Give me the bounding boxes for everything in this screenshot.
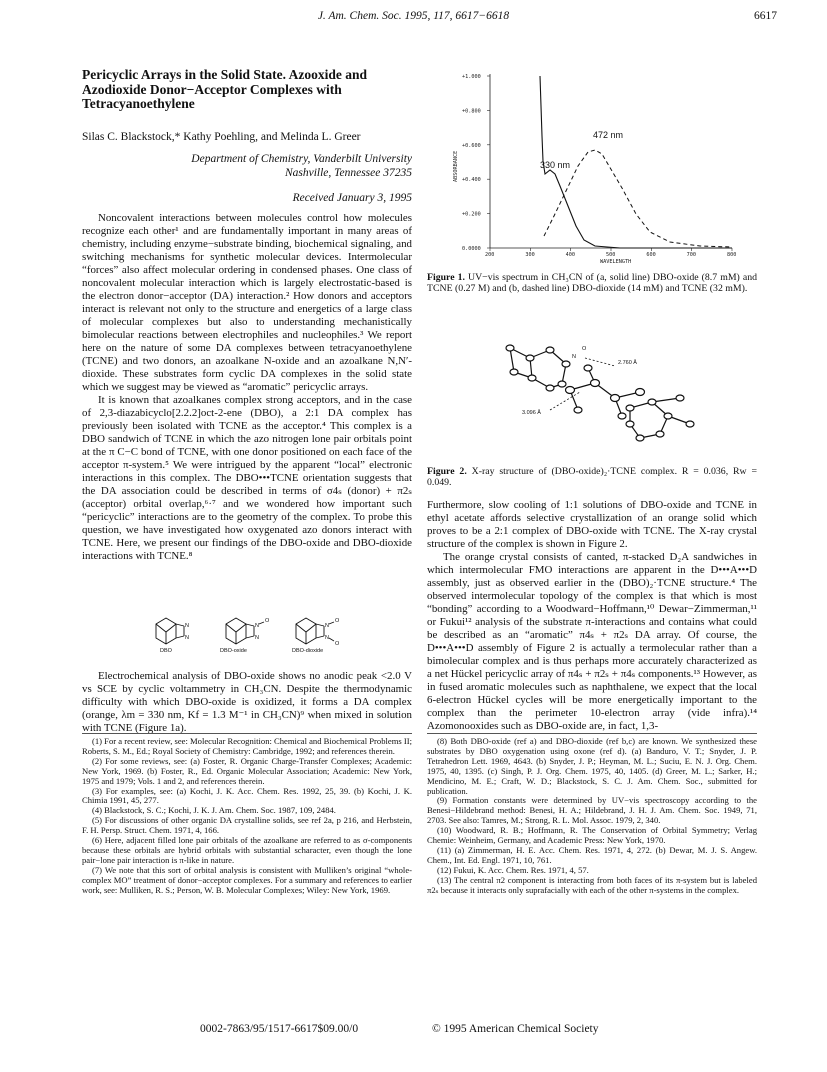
svg-text:N: N <box>255 623 259 629</box>
distance-label-1: 2.760 Å <box>618 360 637 366</box>
svg-text:N: N <box>255 635 259 641</box>
right-column-body <box>427 499 757 733</box>
svg-text:N: N <box>185 635 189 641</box>
footnote: (12) Fukui, K. Acc. Chem. Res. 1971, 4, 57. <box>437 864 589 875</box>
atom-label-o: O <box>582 346 587 352</box>
x-tick-label: 300 <box>525 252 535 258</box>
footnote-rule <box>427 733 757 734</box>
body-paragraph: Furthermore, slow cooling of 1:1 solutions of DBO-oxide and TCNE in ethyl acetate affords selective crystallization of an orange solid which proves to be a 2:1 complex of DBO-oxide with TCNE. The X-ray crystal structure of the complex is shown in Figure 2. <box>427 499 757 551</box>
x-tick-label: 600 <box>646 252 656 258</box>
left-column-body-2 <box>82 670 412 735</box>
author-list: Silas C. Blackstock,* Kathy Poehling, and Melinda L. Greer <box>82 131 361 143</box>
left-column-body <box>82 212 412 563</box>
received-date: Received January 3, 1995 <box>292 192 412 204</box>
svg-text:O: O <box>335 618 340 624</box>
footnote: (3) For examples, see: (a) Kochi, J. K. Acc. Chem. Res. 1992, 25, 39. (b) Kochi, J. K. Chimia 1991, 45, 277. <box>82 785 412 806</box>
publication-code: 0002-7863/95/1517-6617$09.00/0 <box>200 1023 359 1035</box>
footnotes-right <box>427 737 757 896</box>
svg-text:N: N <box>185 623 189 629</box>
footnote: (1) For a recent review, see: Molecular Recognition: Chemical and Biochemical Problems II; Roberts, S. M., Ed.; Royal Society of Chemistry: Cambridge, 1992; and references therein. <box>82 736 412 756</box>
footnote: (9) Formation constants were determined by UV−vis spectroscopy according to the Benesi−Hildebrand method: Benesi, H. A.; Hildebrand, J. H. J. Am. Chem. Soc. 1949, 71, 2703. See also: Tamres, M.; Strong, R. L. Mol. Assoc. 1979, 2, 340. <box>427 795 757 826</box>
molecule-top <box>506 345 570 391</box>
svg-text:N: N <box>325 623 329 629</box>
affiliation <box>82 152 412 180</box>
article-title: Pericyclic Arrays in the Solid State. Azooxide and Azodioxide Donor−Acceptor Complexes with Tetracyanoethylene <box>82 67 367 111</box>
caption-label: Figure 1. <box>427 272 465 283</box>
atom-label-n: N <box>572 354 576 360</box>
caption-text: X-ray structure of (DBO-oxide)₂·TCNE complex. R = 0.036, Rw = 0.049. <box>427 466 757 489</box>
footnote: (10) Woodward, R. B.; Hoffmann, R. The Conservation of Orbital Symmetry; Verlag Chemie: Weinheim, Germany, and Academic Press: New York, 1970. <box>427 825 757 846</box>
svg-text:O: O <box>265 618 270 624</box>
peak-a-label: 330 nm <box>540 160 571 170</box>
footnote: (7) We note that this sort of orbital analysis is consistent with Mulliken’s original “whole-complex MO” treatment of donor−acceptor complexes. For a summary and references to earlier work, see: Mulliken, R. S.; Person, W. B. Molecular Complexes; Wiley: New York, 1969. <box>82 864 412 895</box>
y-tick-label: 0.0000 <box>462 246 481 252</box>
y-tick-label: +0.800 <box>462 108 481 115</box>
series-b-dashed-line <box>544 150 732 247</box>
svg-text:O: O <box>335 641 340 647</box>
footnote: (13) The central π2 component is interacting from both faces of its π-system but is labeled π2ₛ because it interacts only suprafacially with each of the other π-systems in the complex. <box>427 874 757 895</box>
body-paragraph: Electrochemical analysis of DBO-oxide shows no anodic peak <2.0 V vs SCE by cyclic voltammetry in CH₃CN. Despite the thermodynamic difficulty with which DBO-oxide is oxidized, it forms a DA complex (orange, λm = 330 nm, Kf = 1.3 M⁻¹ in CH₃CN)⁹ when mixed in solution with TCNE (Figure 1a). <box>82 670 412 735</box>
peak-b-label: 472 nm <box>593 130 624 140</box>
affiliation-line: Department of Chemistry, Vanderbilt University <box>191 153 412 165</box>
y-tick-label: +1.000 <box>462 74 481 80</box>
structure-scheme <box>148 610 378 660</box>
x-axis-label: WAVELENGTH <box>600 259 632 265</box>
distance-label-2: 3.096 Å <box>522 410 541 416</box>
y-tick-label: +0.600 <box>462 142 481 149</box>
footnote-rule <box>82 733 412 734</box>
caption-label: Figure 2. <box>427 466 467 477</box>
body-paragraph: Noncovalent interactions between molecules control how molecules recognize each other¹ and are fundamentally important in many areas of chemistry, including enzyme−substrate binding, biochemical signaling, and switching mechanisms for synthetic molecular devices. Intermolecular “forces” also affect molecular ordering in condensed phases. One class of noncovalent molecular interaction which is largely electrostatic-based is the electron donor−acceptor (DA) interaction.² How donors and acceptors interact is relevant not only to the structure and energetics of a large class of molecular complexes but also to understanding mechanistically bimolecular reactions between electrophiles and nucleophiles.³ We report here on the nature of some DA complexes between tetracyanoethylene (TCNE) and two donors, an azoalkane N-oxide and an azoalkane N,N′-dioxide. These substrates form cyclic DA complexes in the solid state which we suggest may be viewed as “aromatic” pericyclic arrays. <box>82 212 412 394</box>
y-tick-label: +0.200 <box>462 211 481 218</box>
body-paragraph: It is known that azoalkanes complex strong acceptors, and in the case of 2,3-diazabicyclo[2.2.2]oct-2-ene (DBO), a 2:1 DA complex has previously been isolated with TCNE as the acceptor.⁴ This complex is a DBO sandwich of TCNE in which the azo nitrogen lone pair orbitals point at the π C−C bond of TCNE, with one donor positioned on each face of the acceptor π-system.⁵ We were intrigued by the apparent “local” electronic interactions in this complex. The DBO•••TCNE orientation suggests that the DA association could be described in terms of σ4ₛ (donor) + π2ₛ (acceptor) orbital overlap,⁶·⁷ and we wondered how important such “pericyclic” interactions are to the geometry of the complex. To probe this question, we have investigated how oxygenated azo donors interact with TCNE. Here, we present our findings of the DBO-oxide and DBO-dioxide interactions with TCNE.⁸ <box>82 394 412 563</box>
x-tick-label: 700 <box>686 252 697 258</box>
copyright: © 1995 American Chemical Society <box>432 1023 599 1035</box>
molecule-bottom <box>626 395 694 441</box>
figure2-caption <box>427 466 757 489</box>
structure-label: DBO-dioxide <box>292 648 324 654</box>
dbo-structure <box>156 618 184 644</box>
structure-label: DBO <box>160 648 172 654</box>
svg-text:N: N <box>325 635 329 641</box>
affiliation-line: Nashville, Tennessee 37235 <box>284 167 412 179</box>
footnote: (4) Blackstock, S. C.; Kochi, J. K. J. Am. Chem. Soc. 1987, 109, 2484. <box>92 805 336 816</box>
x-tick-label: 200 <box>485 252 495 258</box>
figure1-caption <box>427 272 757 295</box>
caption-text: UV−vis spectrum in CH₃CN of (a, solid line) DBO-oxide (8.7 mM) and TCNE (0.27 M) and (b, dashed line) DBO-dioxide (14 mM) and TCNE (32 mM). <box>427 272 757 295</box>
footnote: (11) (a) Zimmerman, H. E. Acc. Chem. Res. 1971, 4, 272. (b) Dewar, M. J. S. Angew. Chem., Int. Ed. Engl. 1971, 10, 761. <box>427 844 757 865</box>
x-tick-label: 500 <box>606 252 616 258</box>
figure2-xray-structure <box>470 328 720 453</box>
body-paragraph: The orange crystal consists of canted, π-stacked D₂A sandwiches in which intermolecular FMO interactions are apparent in the D•••A•••D assembly, just as observed earlier in the (DBO)₂·TCNE structure.⁴ The observed intermolecular topology of the complex is that which is most “bonding” according to a Woodward−Hoffmann,¹⁰ Dewar−Zimmerman,¹¹ or Fukui¹² analysis of the substrate π-interactions and contains what could be described as an “aromatic” π4ₛ + π2ₛ DA array. Of course, the D•••A•••D assembly of Figure 2 is actually a termolecular rather than a bimolecular complex and is thus perhaps more accurately characterized as a net Hückel pericyclic array of π4ₛ + π2ₛ + π4ₛ components.¹³ However, as in fused aromatic molecules such as naphthalene, we expect that the local 6-electron Hückel cycles will be more energetically important to the complex than the perimeter 10-electron array (vide infra).¹⁴ Azomonooxides such as DBO-oxide are, in fact, 1,3- <box>427 551 757 733</box>
journal-header: J. Am. Chem. Soc. 1995, 117, 6617−6618 <box>317 10 510 22</box>
figure1-uvvis-chart <box>450 66 740 270</box>
y-tick-label: +0.400 <box>462 177 481 184</box>
footnotes-left <box>82 737 412 896</box>
footnote: (6) Here, adjacent filled lone pair orbitals of the azoalkane are referred to as σ-components because these orbitals are hybrid orbitals with substantial scharacter, even though the lone pair−lone pair interaction is π-like in nature. <box>82 835 412 865</box>
footnote: (8) Both DBO-oxide (ref a) and DBO-dioxide (ref b,c) are known. We synthesized these substrates by DBO oxygenation using oxone (ref d). (a) Banduro, V. T.; Snyder, J. P. Tetrahedron Lett. 1969, 4643. (b) Snyder, J. P.; Heyman, M. L.; Suciu, E. N. J. Org. Chem. 1975, 40, 1395. (c) Singh, P. J. Org. Chem. 1975, 40, 1405. (d) Greer, M. L.; Sarker, H.; Mendicino, M. E.; Craft, W. D.; Blackstock, S. C. J. Am. Chem. Soc., submitted for publication. <box>427 736 757 796</box>
x-tick-label: 400 <box>565 252 576 258</box>
footnote: (5) For discussions of other organic DA crystalline solids, see ref 2a, p 216, and Herbstein, F. H. Persp. Struct. Chem. 1971, 4, 166. <box>82 815 412 836</box>
structure-label: DBO-oxide <box>220 648 247 654</box>
page-number: 6617 <box>754 10 777 22</box>
y-axis-label: ABSORBANCE <box>453 150 459 182</box>
footnote: (2) For some reviews, see: (a) Foster, R. Organic Charge-Transfer Complexes; Academic: New York, 1969. (b) Foster, R., Ed. Organic Molecular Association; Academic: New York, 1975 and 1979; Vols. 1 and 2, and references therein. <box>82 755 412 786</box>
x-tick-label: 800 <box>727 252 737 258</box>
